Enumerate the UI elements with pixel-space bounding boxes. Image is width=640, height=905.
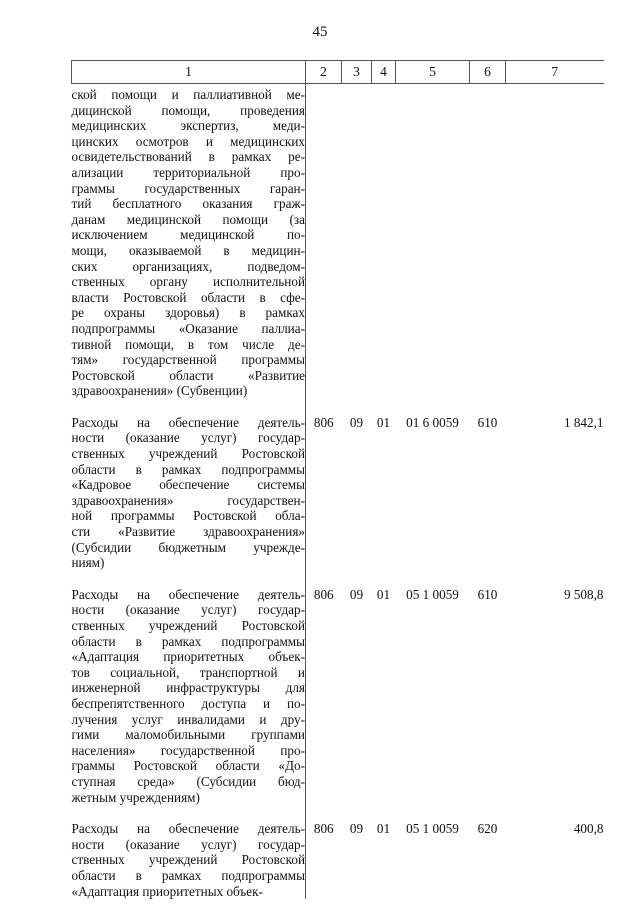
row-spacer	[72, 571, 604, 587]
description-line: ности (оказание услуг) государ-	[71, 430, 305, 446]
column-header-7: 7	[506, 61, 604, 84]
description-line: граммы Ростовской области «До-	[71, 758, 305, 774]
amount: 400,8	[573, 821, 604, 837]
description-line: ственных органу исполнительной	[71, 274, 305, 290]
column-header-6: 6	[470, 61, 506, 84]
description-line: граммы государственных гаран-	[71, 180, 305, 196]
description-line: Ростовской области «Развитие	[71, 367, 305, 383]
description-line: инженерной инфраструктуры для	[71, 680, 305, 696]
column-header-4: 4	[372, 61, 396, 84]
spacer-cell	[506, 399, 604, 415]
subsection-code: 01	[376, 586, 391, 602]
spacer-cell	[470, 399, 506, 415]
description-line: здравоохранения» государствен-	[71, 492, 305, 508]
description-line: мощи, оказываемой в медицин-	[71, 242, 305, 258]
ministry-code: 806	[313, 586, 334, 602]
target-article-code: 01 6 0059	[406, 414, 459, 430]
description-line: ре охраны здоровья) в рамках	[71, 305, 305, 321]
description-line: власти Ростовской области в сфе-	[71, 289, 305, 305]
target-article-code: 05 1 0059	[406, 586, 459, 602]
spacer-cell	[396, 399, 470, 415]
description-line: лучения услуг инвалидами и дру-	[71, 711, 305, 727]
description-line: гими маломобильными группами	[71, 727, 305, 743]
column-header-1: 1	[72, 61, 306, 84]
description-line: тов социальной, транспортной и	[71, 664, 305, 680]
description-line: Расходы на обеспечение деятель-	[71, 821, 305, 837]
spacer-cell	[372, 571, 396, 587]
description-line: беспрепятственного доступа и по-	[71, 695, 305, 711]
spacer-cell	[306, 571, 342, 587]
description-line: цинских осмотров и медицинских	[71, 133, 305, 149]
description-line: (Субсидии бюджетным учрежде-	[71, 539, 305, 555]
expense-type-code	[470, 84, 506, 399]
subsection-code	[372, 84, 396, 399]
description-line: жетным учреждениям)	[71, 789, 200, 805]
description-line: ственных учреждений Ростовской	[71, 618, 305, 633]
subsection-code: 01	[376, 821, 391, 837]
table-row	[72, 587, 604, 805]
description-line: здравоохранения» (Субвенции)	[71, 383, 248, 399]
ministry-code: 806	[313, 821, 334, 837]
column-header-2: 2	[306, 61, 342, 84]
spacer-cell	[306, 399, 342, 415]
table-header-row	[72, 61, 604, 84]
description-line: исключением медицинской по-	[71, 227, 305, 243]
description-line: области в рамках подпрограммы	[71, 867, 305, 883]
description-line: медицинских экспертиз, меди-	[71, 118, 305, 134]
spacer-cell	[372, 805, 396, 821]
target-article-code: 05 1 0059	[406, 821, 459, 837]
row-description	[72, 84, 306, 399]
description-line: ступная среда» (Субсидии бюд-	[71, 773, 305, 789]
description-line: ственных учреждений Ростовской	[71, 446, 305, 462]
row-description	[72, 415, 306, 571]
spacer-cell	[342, 571, 372, 587]
description-line: тям» государственной программы	[71, 352, 305, 368]
description-line: данам медицинской помощи (за	[71, 211, 305, 227]
description-line: области в рамках подпрограммы	[71, 461, 305, 477]
description-line: Расходы на обеспечение деятель-	[71, 414, 305, 430]
target-article-code	[396, 84, 470, 399]
description-line: ализации территориальной про-	[71, 164, 305, 180]
amount: 1 842,1	[563, 414, 604, 430]
spacer-cell	[470, 805, 506, 821]
description-line: ности (оказание услуг) государ-	[71, 602, 305, 618]
page-number: 45	[312, 24, 328, 40]
row-description	[72, 821, 306, 899]
description-line: Расходы на обеспечение деятель-	[71, 586, 305, 602]
spacer-cell	[72, 399, 306, 415]
section-code: 09	[349, 414, 364, 430]
section-code: 09	[349, 821, 364, 837]
subsection-code: 01	[376, 414, 391, 430]
description-line: дицинской помощи, проведения	[71, 102, 305, 118]
spacer-cell	[342, 805, 372, 821]
spacer-cell	[72, 571, 306, 587]
ministry-code: 806	[313, 414, 334, 430]
spacer-cell	[306, 805, 342, 821]
row-description	[72, 587, 306, 805]
description-line: «Кадровое обеспечение системы	[71, 477, 305, 493]
spacer-cell	[470, 571, 506, 587]
expense-type-code: 610	[477, 414, 498, 430]
description-line: области в рамках подпрограммы	[71, 633, 305, 649]
expense-type-code: 610	[477, 586, 498, 602]
description-line: населения» государственной про-	[71, 742, 305, 758]
description-line: тивной помощи, в том числе де-	[71, 336, 305, 352]
ministry-code	[306, 84, 342, 399]
description-line: сти «Развитие здравоохранения»	[71, 524, 305, 540]
column-header-3: 3	[342, 61, 372, 84]
description-line: ной программы Ростовской обла-	[71, 508, 305, 524]
table-row	[72, 84, 604, 399]
spacer-cell	[396, 571, 470, 587]
description-line: ских организациях, подведом-	[71, 258, 305, 274]
description-line: ственных учреждений Ростовской	[71, 852, 305, 868]
amount	[506, 84, 604, 399]
description-line: ности (оказание услуг) государ-	[71, 836, 305, 852]
spacer-cell	[372, 399, 396, 415]
description-line: тий бесплатного оказания граж-	[71, 196, 305, 212]
description-line: «Адаптация приоритетных объек-	[71, 883, 263, 899]
spacer-cell	[72, 805, 306, 821]
description-line: ской помощи и паллиативной ме-	[71, 87, 305, 102]
table-row	[72, 821, 604, 899]
description-line: ниям)	[71, 555, 105, 571]
spacer-cell	[506, 805, 604, 821]
spacer-cell	[506, 571, 604, 587]
section-code	[342, 84, 372, 399]
expense-type-code: 620	[477, 821, 498, 837]
description-line: освидетельствований в рамках ре-	[71, 149, 305, 165]
description-line: «Адаптация приоритетных объек-	[71, 649, 305, 665]
column-header-5: 5	[396, 61, 470, 84]
spacer-cell	[342, 399, 372, 415]
table-row	[72, 415, 604, 571]
row-spacer	[72, 399, 604, 415]
section-code: 09	[349, 586, 364, 602]
amount: 9 508,8	[563, 586, 604, 602]
description-line: подпрограммы «Оказание паллиа-	[71, 320, 305, 336]
row-spacer	[72, 805, 604, 821]
budget-table	[71, 60, 604, 899]
spacer-cell	[396, 805, 470, 821]
